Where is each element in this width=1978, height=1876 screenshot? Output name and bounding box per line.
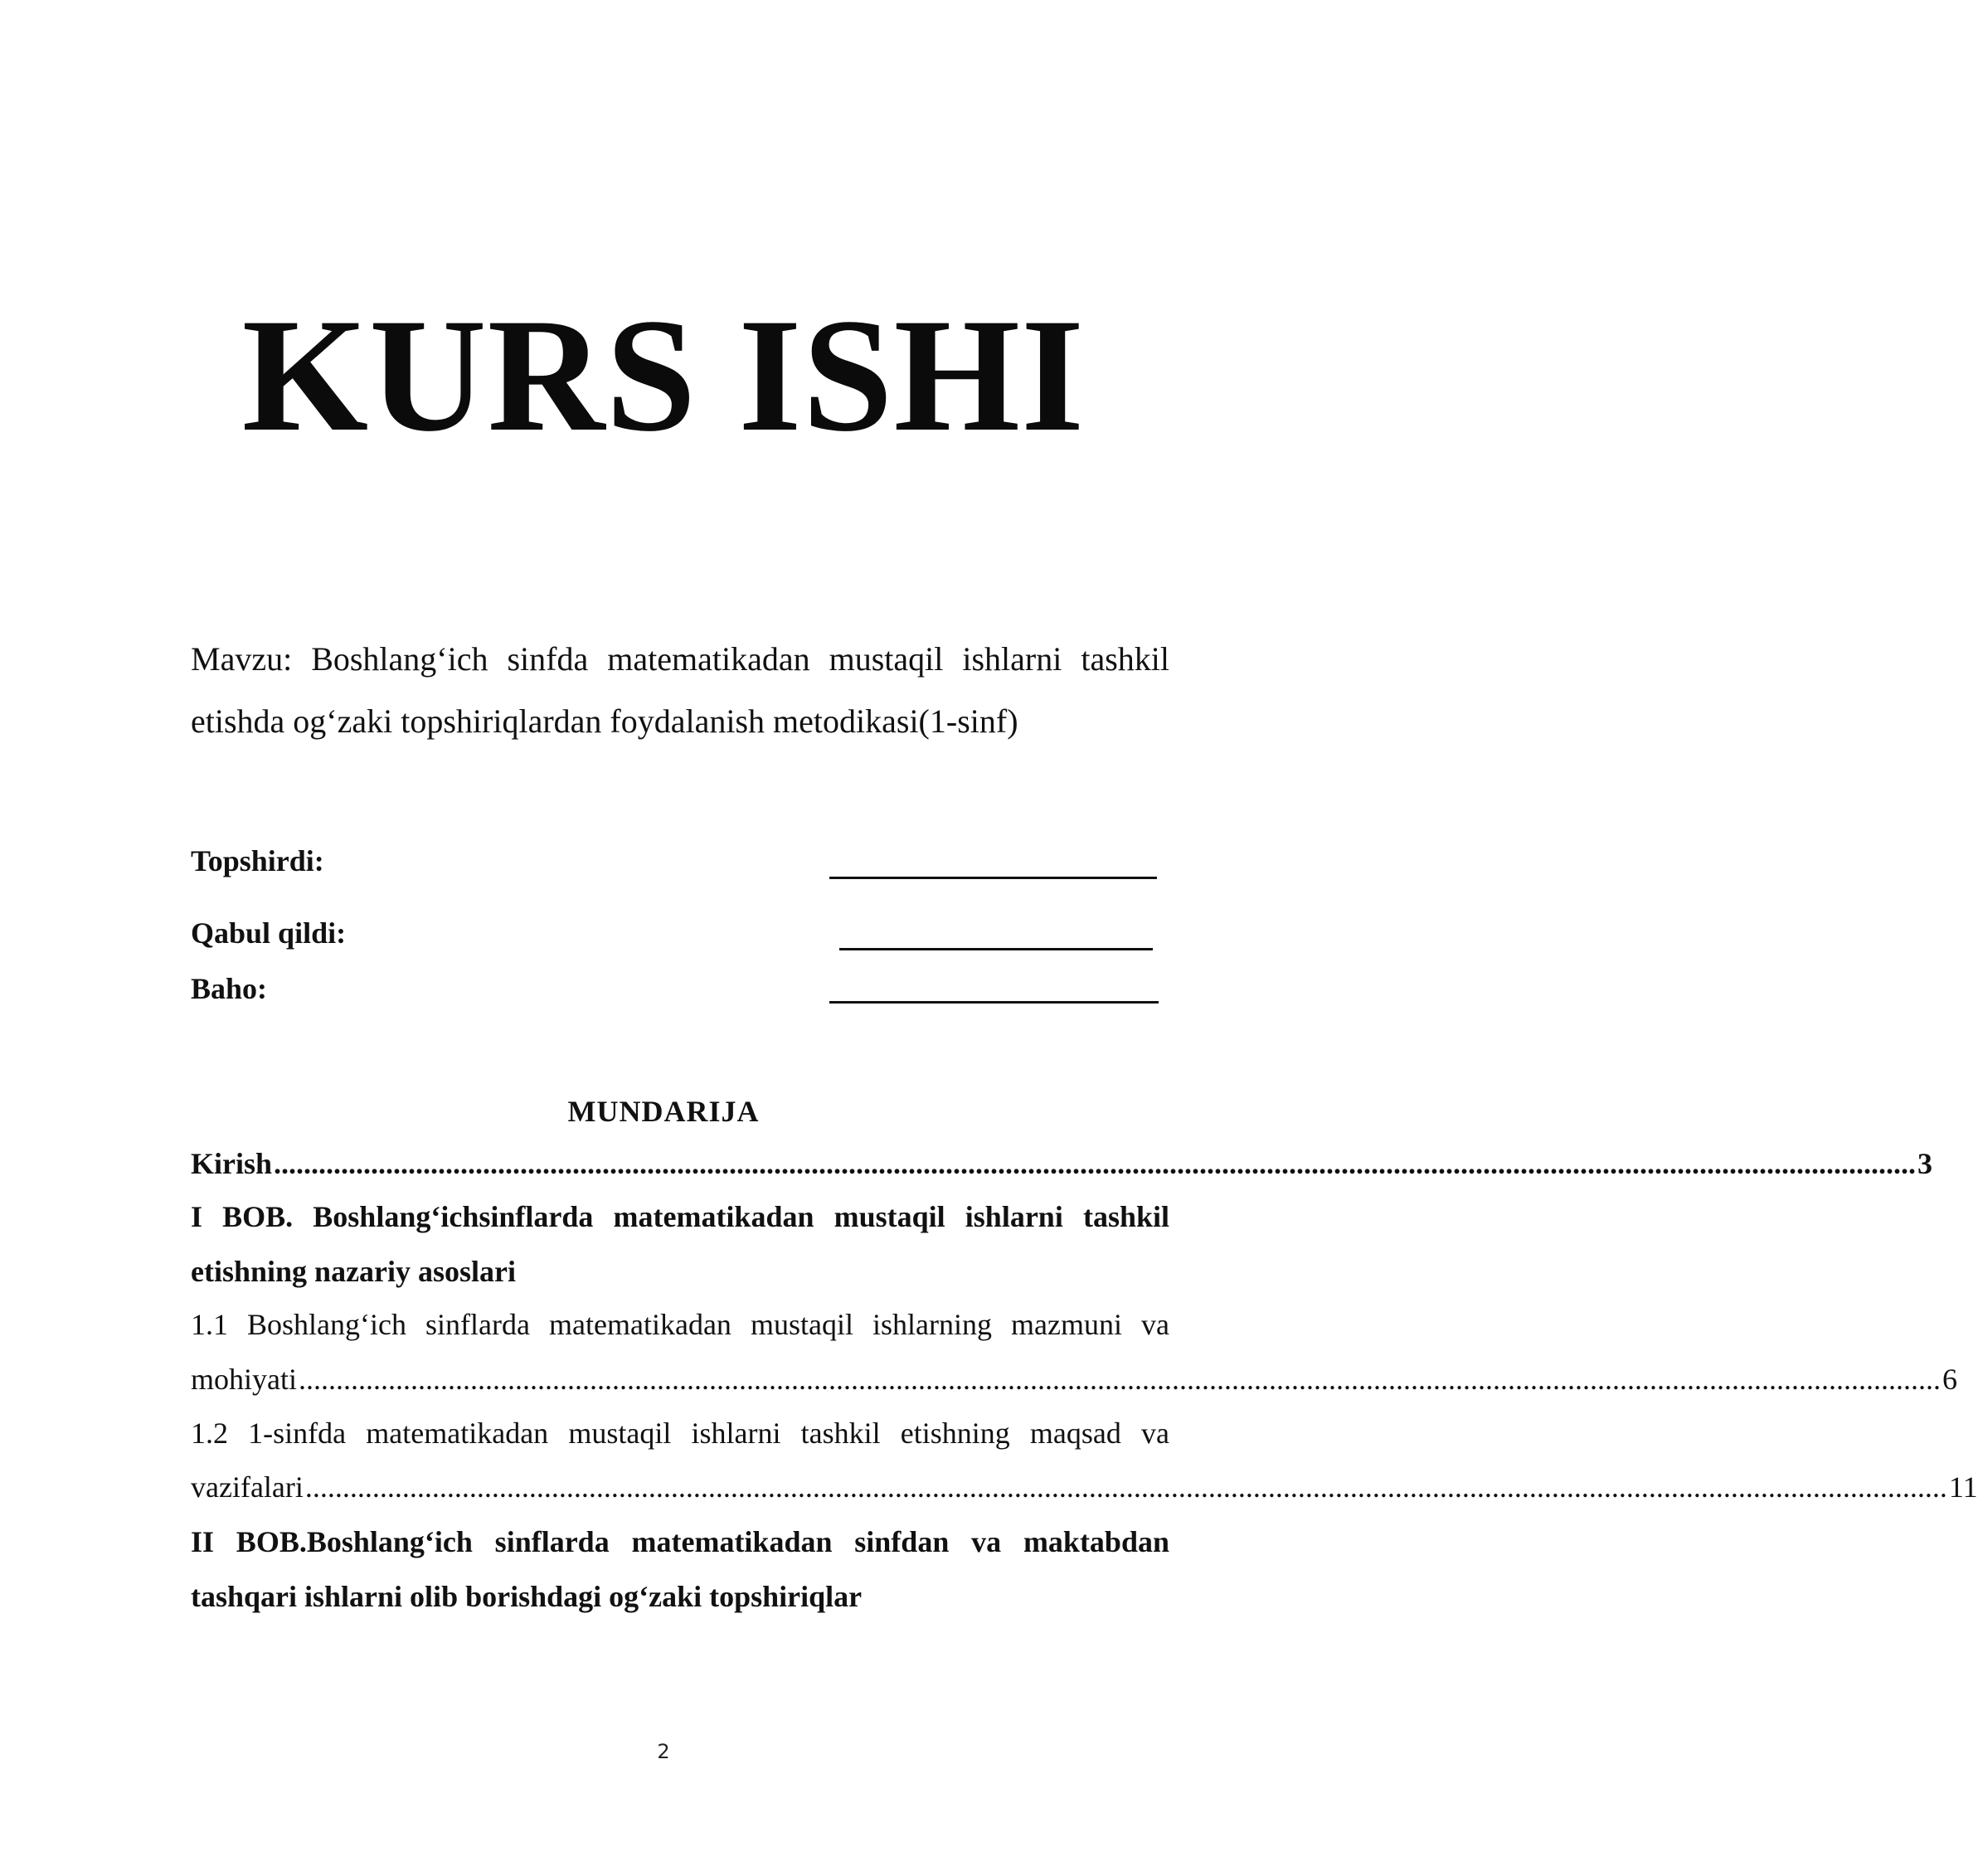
toc-section-1-1-title: mohiyati xyxy=(191,1363,297,1396)
toc-chapter-2-line-1: II BOB.Boshlang‘ich sinflarda matematikadan sinfdan va maktabdan xyxy=(191,1525,1169,1558)
toc-dot-leader: ............................................................................................................................................................................................................................ xyxy=(304,1470,1947,1504)
toc-section-1-2-line-2 xyxy=(191,1468,1978,1506)
toc-section-1-2-page: 11 xyxy=(1948,1470,1978,1504)
toc-chapter-1-line-1: I BOB. Boshlang‘ichsinflarda matematikadan mustaqil ishlarni tashkil xyxy=(191,1200,1169,1233)
toc-section-1-2-title: vazifalari xyxy=(191,1470,304,1504)
document-title: KURS ISHI xyxy=(241,285,1086,465)
toc-chapter-2-line-2: tashqari ishlarni olib borishdagi og‘zaki topshiriqlar xyxy=(191,1580,863,1613)
page-number: 2 xyxy=(657,1740,670,1763)
toc-heading: MUNDARIJA xyxy=(567,1095,760,1128)
toc-entry-intro-title: Kirish xyxy=(191,1147,273,1180)
submitted-by-label: Topshirdi: xyxy=(191,844,324,877)
grade-signature-line xyxy=(829,1001,1159,1004)
grade-label: Baho: xyxy=(191,972,268,1005)
toc-section-1-1-page: 6 xyxy=(1942,1363,1957,1396)
accepted-by-label: Qabul qildi: xyxy=(191,916,347,950)
toc-section-1-1-line-2 xyxy=(191,1360,1957,1398)
toc-dot-leader: ............................................................................................................................................................................................................................ xyxy=(274,1147,1917,1180)
topic-line-1: Mavzu: Boshlang‘ich sinfda matematikadan mustaqil ishlarni tashkil xyxy=(191,640,1169,678)
toc-section-1-1-line-1: 1.1 Boshlang‘ich sinflarda matematikadan mustaqil ishlarning mazmuni va xyxy=(191,1308,1169,1341)
toc-dot-leader: ............................................................................................................................................................................................................................ xyxy=(299,1363,1941,1396)
accepted-by-signature-line xyxy=(839,948,1153,950)
toc-section-1-2-line-1: 1.2 1-sinfda matematikadan mustaqil ishlarni tashkil etishning maqsad va xyxy=(191,1417,1169,1450)
toc-chapter-1-line-2: etishning nazariy asoslari xyxy=(191,1255,517,1288)
submitted-by-signature-line xyxy=(829,877,1157,879)
topic-line-2: etishda og‘zaki topshiriqlardan foydalanish metodikasi(1-sinf) xyxy=(191,702,1018,740)
toc-entry-intro xyxy=(191,1145,1933,1183)
toc-entry-intro-page: 3 xyxy=(1917,1147,1933,1180)
